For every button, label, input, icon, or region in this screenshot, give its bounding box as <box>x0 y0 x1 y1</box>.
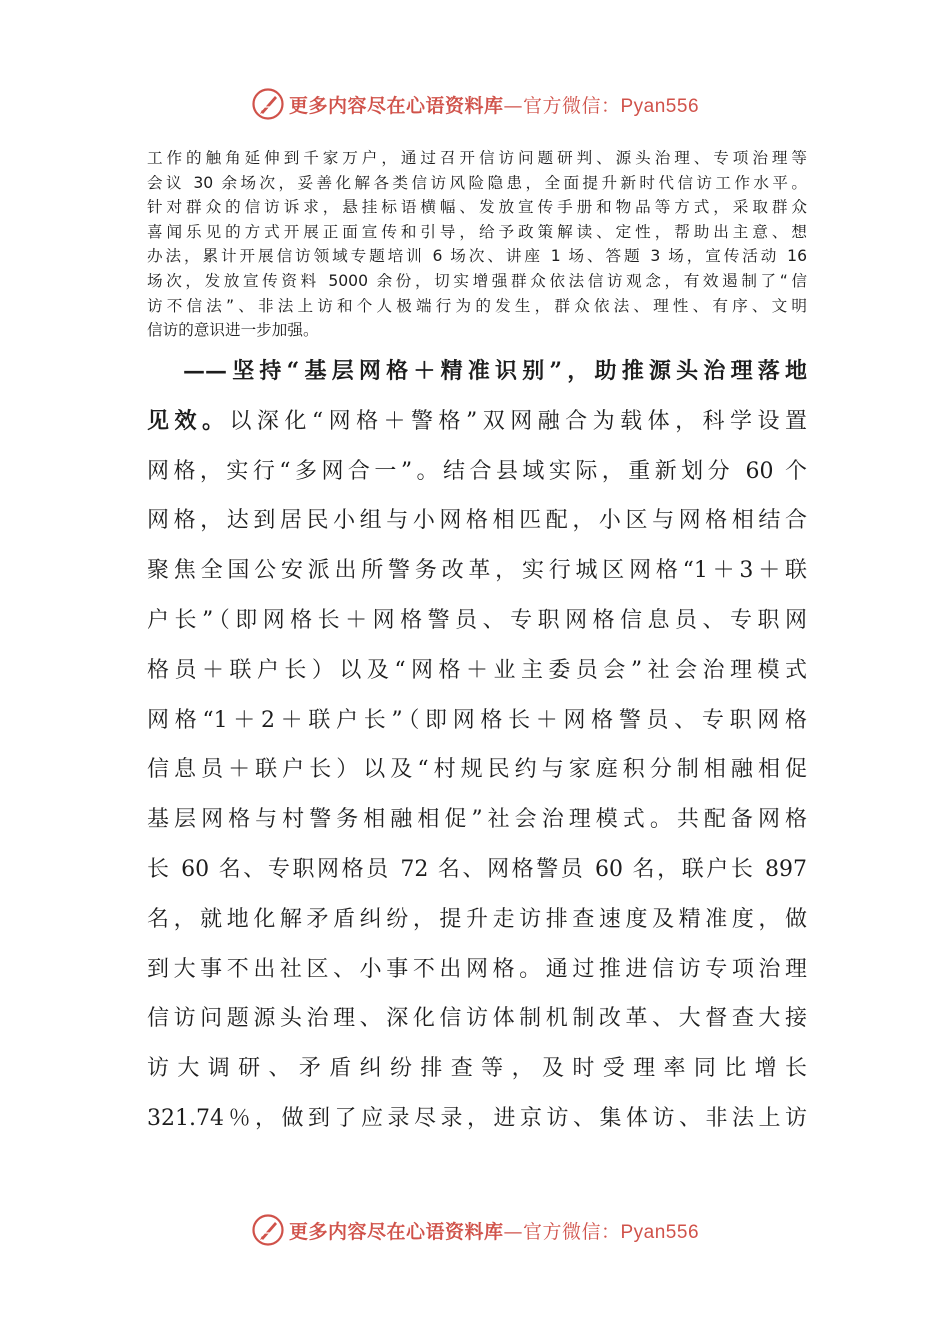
paragraph-2 <box>147 347 807 1144</box>
paragraph-1-line: 针对群众的信访诉求，悬挂标语横幅、发放宣传手册和物品等方式，采取群众 <box>147 198 807 217</box>
paragraph-2-line: 名，就地化解矛盾纠纷，提升走访排查速度及精准度，做 <box>147 906 807 932</box>
paragraph-2-line: 访大调研、矛盾纠纷排查等，及时受理率同比增长 <box>147 1056 807 1082</box>
header-text <box>289 91 699 118</box>
paragraph-2-text: 以深化“网格＋警格”双网融合为载体，科学设置 <box>229 408 807 434</box>
paragraph-1-line: 会议 30 余场次，妥善化解各类信访风险隐患，全面提升新时代信访工作水平。 <box>147 173 807 192</box>
quill-pen-logo-icon <box>251 87 285 121</box>
section-heading-line <box>147 347 807 397</box>
paragraph-2-line: 信息员＋联户长）以及“村规民约与家庭积分制相融相促 <box>147 757 807 783</box>
header-banner-content <box>251 87 699 121</box>
paragraph-1 <box>147 146 807 343</box>
footer-banner-content <box>251 1213 699 1247</box>
footer-text <box>289 1217 699 1244</box>
paragraph-1-line: 信访的意识进一步加强。 <box>147 321 319 340</box>
section-heading-end: 见效。 <box>147 407 230 434</box>
footer-dash: — <box>503 1220 523 1243</box>
footer-label: 官方微信： <box>522 1220 621 1243</box>
header-wechat-id: Pyan556 <box>620 95 700 117</box>
paragraph-2-line: 户长”（即网格长＋网格警员、专职网格信息员、专职网 <box>147 607 807 633</box>
paragraph-2-line: 聚焦全国公安派出所警务改革，实行城区网格“1＋3＋联 <box>147 558 807 584</box>
paragraph-1-line: 访不信法”、非法上访和个人极端行为的发生，群众依法、理性、有序、文明 <box>147 296 807 315</box>
paragraph-2-line: 长 60 名、专职网格员 72 名、网格警员 60 名，联户长 897 <box>147 856 807 882</box>
paragraph-2-line: 基层网格与村警务相融相促”社会治理模式。共配备网格 <box>147 807 807 833</box>
paragraph-2-line: 格员＋联户长）以及“网格＋业主委员会”社会治理模式 <box>147 657 807 683</box>
footer-brand: 更多内容尽在心语资料库 <box>288 1220 504 1243</box>
paragraph-1-line: 办法，累计开展信访领域专题培训 6 场次、讲座 1 场、答题 3 场，宣传活动 16 <box>147 247 807 266</box>
quill-pen-logo-icon <box>251 1213 285 1247</box>
footer-banner <box>0 1210 950 1250</box>
paragraph-2-line: 信访问题源头治理、深化信访体制机制改革、大督查大接 <box>147 1006 807 1032</box>
header-dash: — <box>503 94 523 117</box>
paragraph-1-line: 工作的触角延伸到千家万户，通过召开信访问题研判、源头治理、专项治理等 <box>147 149 807 167</box>
paragraph-2-line: 321.74％，做到了应录尽录，进京访、集体访、非法上访 <box>147 1105 807 1131</box>
header-brand: 更多内容尽在心语资料库 <box>288 94 504 117</box>
paragraph-2-line: 到大事不出社区、小事不出网格。通过推进信访专项治理 <box>147 956 807 982</box>
paragraph-2-line <box>147 397 807 447</box>
header-banner <box>0 84 950 124</box>
paragraph-2-line: 网格“1＋2＋联户长”（即网格长＋网格警员、专职网格 <box>147 707 807 733</box>
paragraph-1-line: 场次，发放宣传资料 5000 余份，切实增强群众依法信访观念，有效遏制了“信 <box>147 271 807 290</box>
section-heading: ——坚持“基层网格＋精准识别”，助推源头治理落地 <box>183 358 807 384</box>
paragraph-2-line: 网格，达到居民小组与小网格相匹配，小区与网格相结合 <box>147 508 807 534</box>
paragraph-2-line: 网格，实行“多网合一”。结合县域实际，重新划分 60 个 <box>147 458 807 484</box>
header-label: 官方微信： <box>522 94 621 117</box>
paragraph-1-line: 喜闻乐见的方式开展正面宣传和引导，给予政策解读、定性，帮助出主意、想 <box>147 222 807 241</box>
footer-wechat-id: Pyan556 <box>620 1221 700 1243</box>
